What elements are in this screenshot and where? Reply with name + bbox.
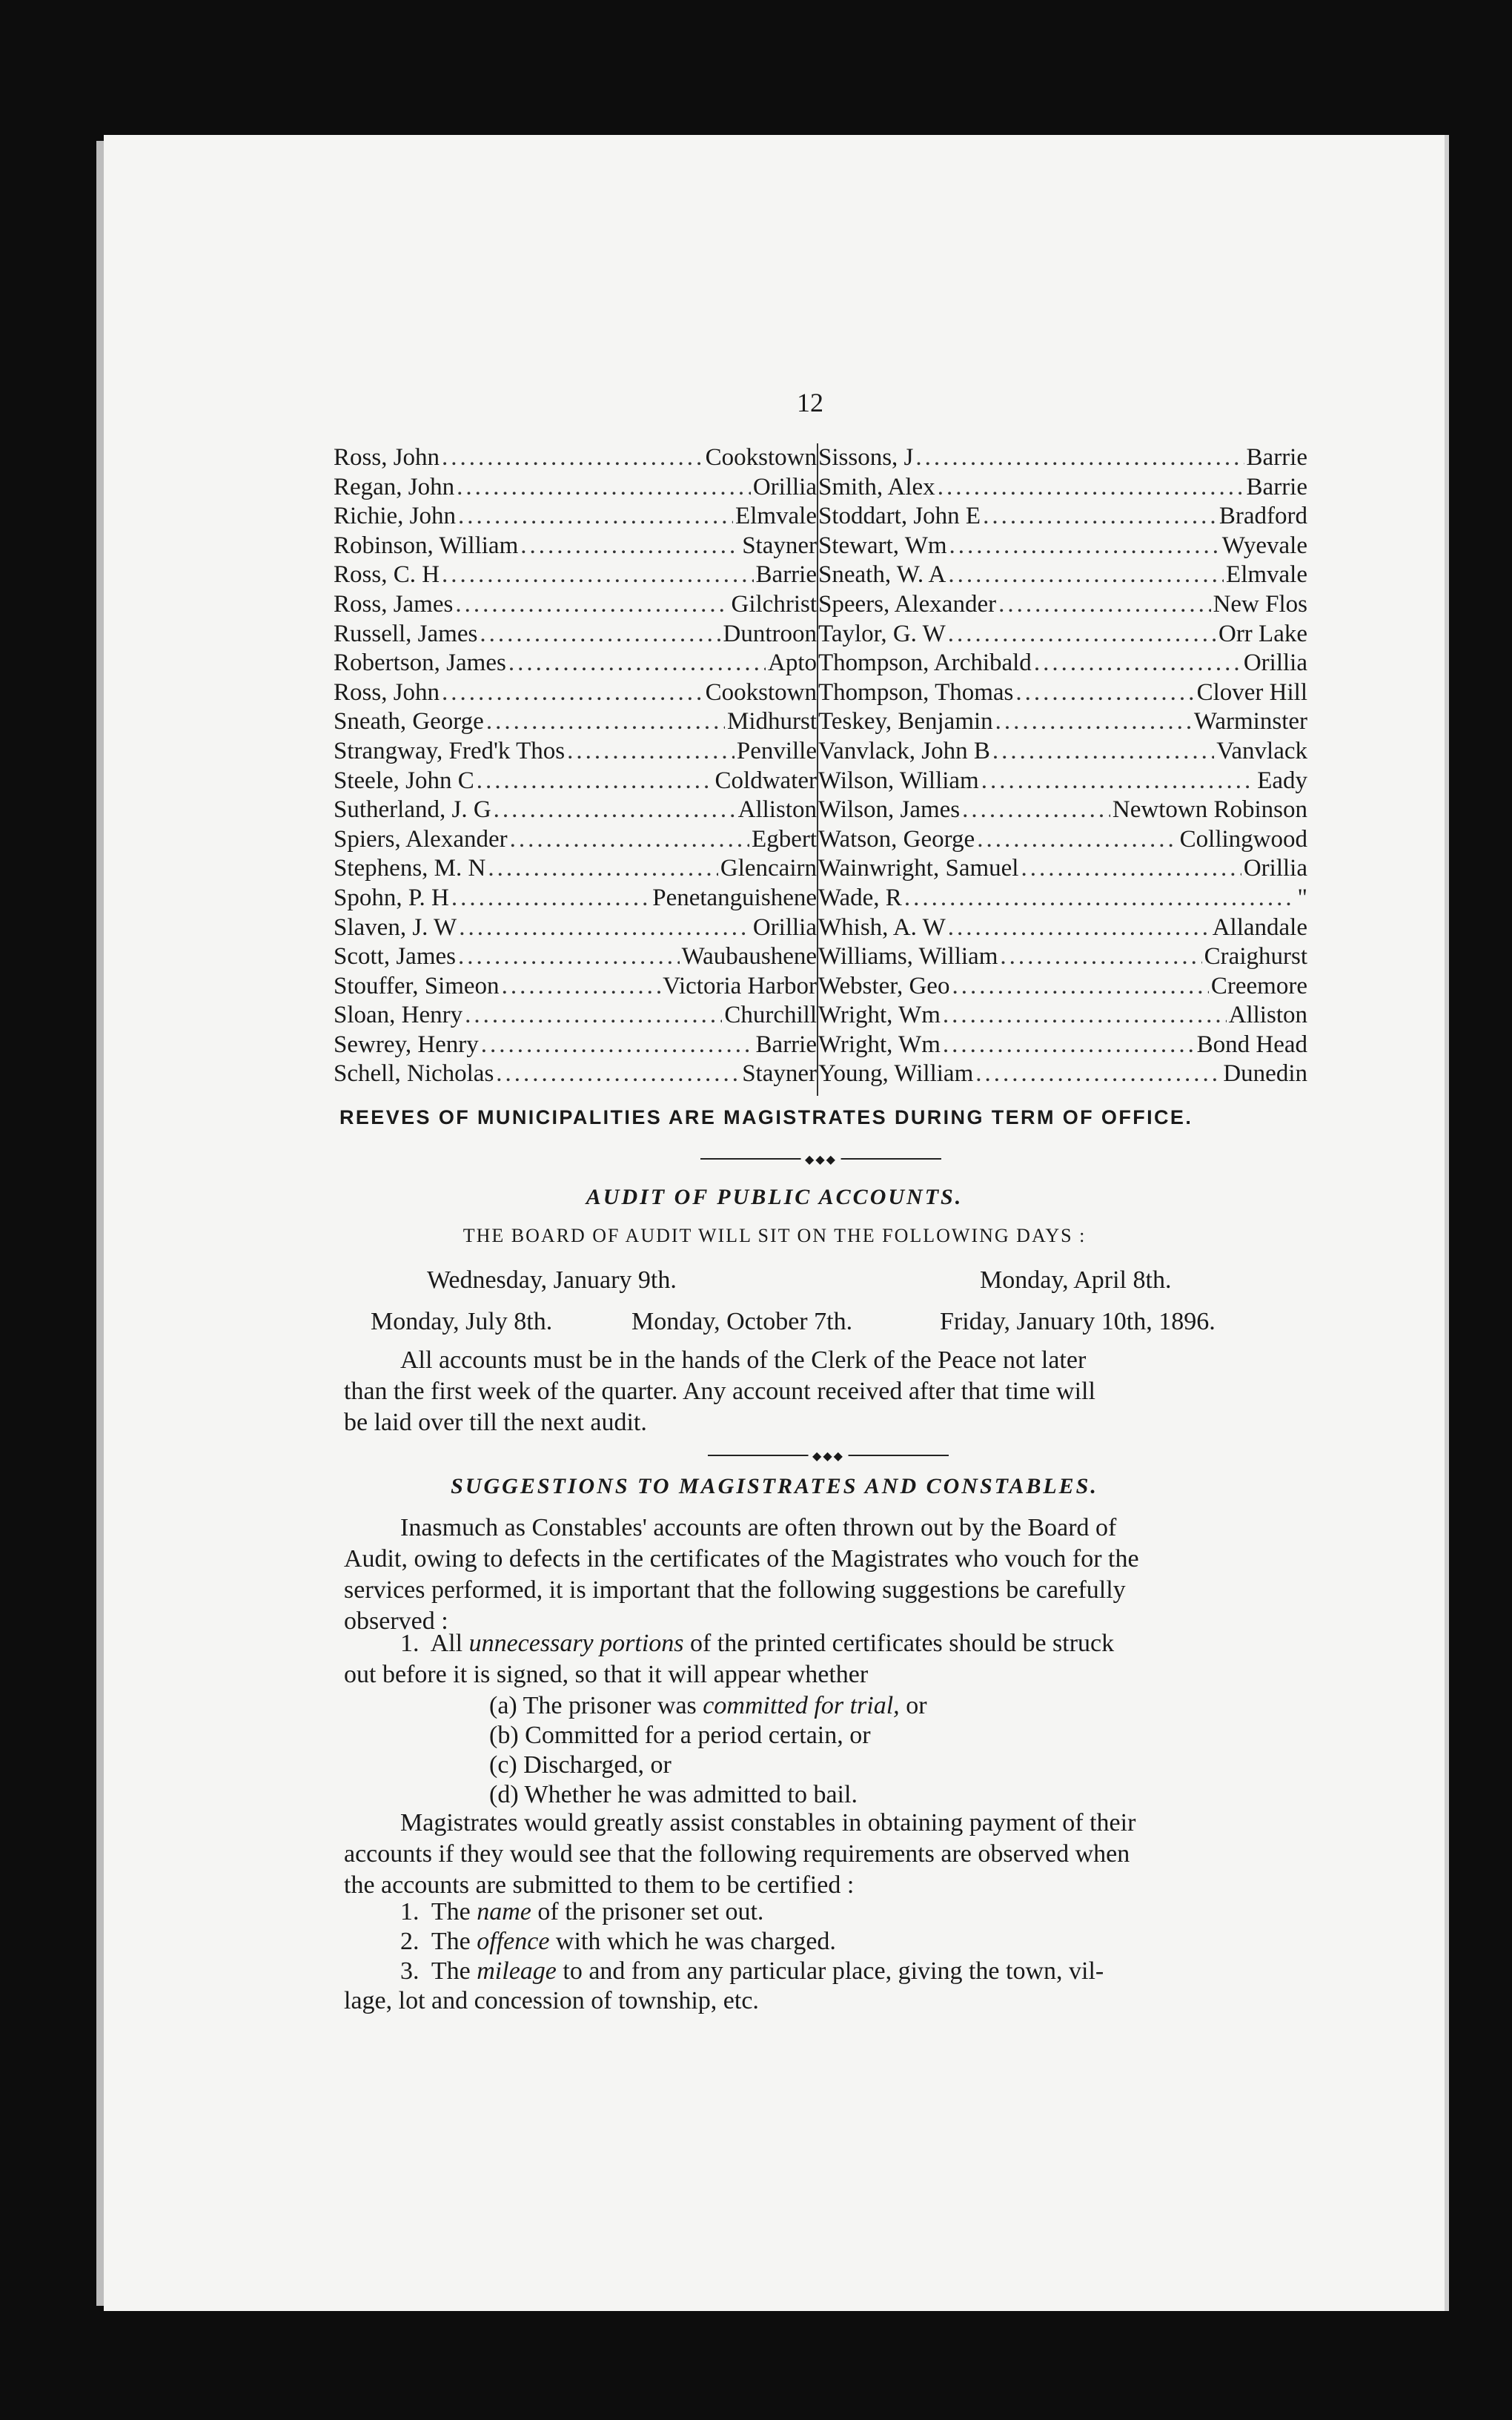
dot-leader [520, 532, 740, 561]
magistrate-entry [818, 1001, 1307, 1031]
magistrate-entry [818, 972, 1307, 1002]
req-1-post: of the prisoner set out. [531, 1898, 764, 1925]
dot-leader [1021, 854, 1241, 884]
magistrate-place: Barrie [1246, 444, 1307, 471]
audit-heading: AUDIT OF PUBLIC ACCOUNTS. [586, 1185, 964, 1209]
magistrate-place: Coldwater [714, 767, 817, 794]
magistrate-place: Orillia [1243, 855, 1307, 882]
magistrate-name: Sneath, George [334, 708, 484, 735]
magistrate-name: Sutherland, J. G [334, 796, 491, 824]
requirement-3-continued [344, 1986, 1319, 2017]
magistrate-entry [334, 590, 817, 620]
magistrate-place: Stayner [742, 532, 817, 559]
magistrate-name: Whish, A. W [818, 913, 946, 941]
magistrate-place: Dunedin [1223, 1060, 1307, 1088]
magistrate-place: Orillia [752, 473, 817, 500]
magistrate-entry [818, 561, 1307, 590]
audit-date-3: Monday, July 8th. [371, 1308, 553, 1335]
magistrate-place: Allandale [1212, 913, 1307, 941]
audit-para-line: be laid over till the next audit. [344, 1409, 647, 1436]
dot-leader [938, 473, 1244, 503]
dot-leader [943, 1031, 1195, 1060]
item-1-line-2: out before it is signed, so that it will appear whether [344, 1661, 869, 1688]
magistrate-entry [818, 678, 1307, 708]
dot-leader [457, 473, 751, 503]
req-3-emphasis: mileage [477, 1957, 557, 1985]
magistrate-name: Wilson, William [818, 767, 979, 794]
dot-leader [995, 707, 1192, 737]
sub-item-b [489, 1720, 871, 1751]
ornament-glyph: ◆◆◆ [808, 1449, 849, 1463]
magistrate-entry [818, 620, 1307, 649]
intro-line: Audit, owing to defects in the certificates of the Magistrates who vouch for the [344, 1545, 1139, 1573]
magistrate-entry [334, 854, 817, 884]
magistrate-name: Spohn, P. H [334, 884, 449, 911]
magistrate-entry [818, 443, 1307, 473]
sub-a-label: (a) [489, 1692, 517, 1719]
req-1-number: 1. [400, 1898, 420, 1925]
magistrate-entry [334, 1059, 817, 1089]
magistrate-place: Wyevale [1221, 532, 1307, 559]
mag-para-line: Magistrates would greatly assist constables in obtaining payment of their [400, 1809, 1136, 1837]
magistrate-place: Duntroon [723, 620, 817, 647]
magistrate-name: Thompson, Archibald [818, 649, 1032, 677]
magistrate-place: Warminster [1193, 708, 1307, 735]
magistrate-place: Midhurst [726, 708, 817, 735]
audit-date-2: Monday, April 8th. [980, 1266, 1172, 1294]
dot-leader [442, 443, 703, 473]
magistrates-list-right [818, 443, 1307, 1089]
magistrate-name: Ross, John [334, 444, 440, 471]
magistrate-name: Sewrey, Henry [334, 1031, 479, 1058]
magistrate-place: Barrie [755, 561, 817, 589]
magistrate-name: Thompson, Thomas [818, 678, 1014, 706]
magistrate-entry [334, 678, 817, 708]
magistrate-name: Robertson, James [334, 649, 506, 677]
magistrate-entry [818, 502, 1307, 532]
dot-leader [992, 737, 1214, 767]
dot-leader [948, 913, 1210, 943]
dot-leader [983, 502, 1217, 532]
magistrate-entry [818, 884, 1307, 913]
magistrate-entry [818, 737, 1307, 767]
dot-leader [458, 502, 733, 532]
requirement-2 [400, 1926, 836, 1957]
req-3-number: 3. [400, 1957, 420, 1985]
dot-leader [480, 620, 720, 649]
magistrate-name: Regan, John [334, 473, 455, 500]
audit-date-4: Monday, October 7th. [631, 1308, 853, 1335]
magistrate-place: Penville [736, 737, 817, 764]
magistrate-place: Orillia [1243, 649, 1307, 677]
item-1-post: of the printed certificates should be struck [683, 1630, 1115, 1657]
magistrate-entry [818, 649, 1307, 678]
ornament-divider [708, 1450, 949, 1461]
dot-leader [496, 1059, 740, 1089]
dot-leader [451, 884, 650, 913]
magistrate-place: Clover Hill [1196, 678, 1307, 706]
magistrate-entry [818, 590, 1307, 620]
magistrate-place: Orillia [752, 913, 817, 941]
magistrate-place: New Flos [1213, 590, 1307, 618]
magistrate-entry [334, 561, 817, 590]
dot-leader [510, 825, 749, 855]
dot-leader [567, 737, 735, 767]
magistrate-name: Ross, James [334, 590, 454, 618]
dot-leader [494, 796, 736, 825]
req-2-post: with which he was charged. [549, 1928, 836, 1955]
dot-leader [477, 767, 713, 796]
dot-leader [962, 796, 1110, 825]
dot-leader [915, 443, 1244, 473]
audit-para-line: All accounts must be in the hands of the Clerk of the Peace not later [400, 1346, 1087, 1374]
reeves-note: REEVES OF MUNICIPALITIES ARE MAGISTRATES DURING TERM OF OFFICE. [339, 1106, 1193, 1128]
magistrate-entry [818, 707, 1307, 737]
item-1-line [344, 1628, 1319, 1659]
magistrate-place: Alliston [737, 796, 817, 824]
audit-board-line: THE BOARD OF AUDIT WILL SIT ON THE FOLLOWING DAYS : [462, 1225, 1087, 1246]
magistrate-entry [334, 825, 817, 855]
dot-leader [948, 561, 1224, 590]
magistrate-place: Glencairn [720, 855, 817, 882]
item-1-number: 1. [400, 1630, 420, 1657]
audit-date-1: Wednesday, January 9th. [427, 1266, 677, 1294]
magistrate-name: Stewart, Wm [818, 532, 947, 559]
req-1-emphasis: name [477, 1898, 531, 1925]
magistrate-place: Churchill [724, 1002, 817, 1029]
magistrate-name: Stouffer, Simeon [334, 972, 500, 999]
magistrate-name: Ross, C. H [334, 561, 440, 589]
magistrate-name: Wilson, James [818, 796, 961, 824]
magistrate-place: Stayner [742, 1060, 817, 1088]
item-1-emphasis: unnecessary portions [468, 1630, 684, 1657]
magistrate-entry [818, 942, 1307, 972]
magistrate-name: Ross, John [334, 678, 440, 706]
magistrate-name: Slaven, J. W [334, 913, 457, 941]
dot-leader [459, 913, 751, 943]
dot-leader [981, 767, 1255, 796]
audit-paragraph [344, 1345, 1319, 1438]
magistrate-name: Vanvlack, John B [818, 737, 990, 764]
sub-b-text: Committed for a period certain, or [525, 1722, 871, 1749]
magistrate-name: Sloan, Henry [334, 1002, 463, 1029]
dot-leader [481, 1031, 754, 1060]
suggestions-heading: SUGGESTIONS TO MAGISTRATES AND CONSTABLES. [451, 1474, 1098, 1498]
magistrates-paragraph [344, 1808, 1319, 1901]
suggestion-item-1 [344, 1628, 1319, 1690]
magistrate-name: Young, William [818, 1060, 974, 1088]
magistrate-place: Craighurst [1204, 943, 1307, 971]
dot-leader [502, 972, 661, 1002]
magistrate-name: Teskey, Benjamin [818, 708, 993, 735]
req-3-post: to and from any particular place, giving the town, vil- [556, 1957, 1104, 1985]
req-3-line-2: lage, lot and concession of township, etc. [344, 1987, 759, 2014]
magistrate-entry [818, 854, 1307, 884]
dot-leader [508, 649, 766, 678]
magistrate-entry [334, 913, 817, 943]
magistrate-place: Bond Head [1196, 1031, 1307, 1058]
sub-d-text: Whether he was admitted to bail. [524, 1781, 858, 1808]
mag-para-line: the accounts are submitted to them to be certified : [344, 1871, 855, 1899]
sub-a-pre: The prisoner was [523, 1692, 703, 1719]
mag-para-line: accounts if they would see that the following requirements are observed when [344, 1840, 1130, 1868]
audit-para-line: than the first week of the quarter. Any account received after that time will [344, 1378, 1095, 1405]
dot-leader [952, 972, 1208, 1002]
sub-item-c [489, 1750, 672, 1781]
suggestions-intro [344, 1512, 1319, 1637]
magistrate-entry [818, 532, 1307, 561]
magistrate-entry [818, 1059, 1307, 1089]
magistrate-entry [818, 913, 1307, 943]
magistrate-entry [334, 473, 817, 503]
magistrate-place: Elmvale [1226, 561, 1307, 589]
dot-leader [442, 561, 754, 590]
dot-leader [949, 532, 1220, 561]
sub-c-text: Discharged, or [523, 1751, 672, 1779]
magistrate-name: Wainwright, Samuel [818, 855, 1019, 882]
requirement-3 [400, 1956, 1104, 1987]
magistrate-name: Williams, William [818, 943, 998, 971]
magistrate-place: Cookstown [705, 444, 817, 471]
req-1-pre: The [431, 1898, 477, 1925]
magistrate-place: Orr Lake [1218, 620, 1307, 647]
magistrate-name: Smith, Alex [818, 473, 935, 500]
magistrate-entry [334, 767, 817, 796]
sub-a-emphasis: committed for trial, [703, 1692, 900, 1719]
ornament-divider [700, 1154, 941, 1164]
dot-leader [1034, 649, 1241, 678]
magistrate-place: Eady [1257, 767, 1307, 794]
magistrate-place: Barrie [755, 1031, 817, 1058]
req-3-pre: The [431, 1957, 477, 1985]
magistrate-name: Wright, Wm [818, 1002, 941, 1029]
intro-line: Inasmuch as Constables' accounts are often thrown out by the Board of [400, 1514, 1117, 1541]
magistrate-name: Schell, Nicholas [334, 1060, 494, 1088]
magistrate-entry [818, 1031, 1307, 1060]
dot-leader [455, 590, 729, 620]
magistrate-entry [334, 796, 817, 825]
magistrate-place: Alliston [1228, 1002, 1307, 1029]
magistrate-place: Victoria Harbor [663, 972, 817, 999]
magistrate-entry [334, 737, 817, 767]
magistrate-name: Stoddart, John E [818, 503, 981, 530]
dot-leader [948, 620, 1216, 649]
magistrate-place: Gilchrist [731, 590, 817, 618]
magistrate-name: Sissons, J [818, 444, 914, 471]
dot-leader [1000, 942, 1201, 972]
magistrate-place: " [1297, 884, 1307, 911]
item-1-pre: All [430, 1630, 469, 1657]
magistrate-name: Strangway, Fred'k Thos [334, 737, 566, 764]
sub-a-post: or [899, 1692, 927, 1719]
magistrate-name: Webster, Geo [818, 972, 950, 999]
magistrate-entry [334, 972, 817, 1002]
dot-leader [904, 884, 1296, 913]
magistrate-place: Collingwood [1179, 825, 1307, 853]
sub-c-label: (c) [489, 1751, 517, 1779]
magistrate-entry [334, 707, 817, 737]
magistrate-name: Spiers, Alexander [334, 825, 508, 853]
magistrate-name: Scott, James [334, 943, 456, 971]
sub-item-d [489, 1779, 858, 1811]
magistrate-name: Taylor, G. W [818, 620, 946, 647]
magistrate-name: Steele, John C [334, 767, 474, 794]
page-number: 12 [797, 388, 823, 417]
magistrate-entry [818, 473, 1307, 503]
dot-leader [465, 1001, 722, 1031]
magistrate-entry [334, 443, 817, 473]
magistrate-place: Waubaushene [681, 943, 817, 971]
magistrate-entry [818, 825, 1307, 855]
sub-item-a [489, 1690, 927, 1722]
dot-leader [943, 1001, 1227, 1031]
magistrate-name: Wade, R [818, 884, 902, 911]
magistrate-place: Cookstown [705, 678, 817, 706]
magistrates-list-left [334, 443, 818, 1096]
magistrate-entry [334, 884, 817, 913]
magistrate-entry [334, 649, 817, 678]
sub-b-label: (b) [489, 1722, 519, 1749]
magistrate-place: Barrie [1246, 473, 1307, 500]
magistrate-entry [818, 767, 1307, 796]
magistrate-place: Apto [768, 649, 817, 677]
magistrate-entry [334, 620, 817, 649]
magistrate-place: Newtown Robinson [1112, 796, 1307, 824]
sub-d-label: (d) [489, 1781, 519, 1808]
magistrate-name: Sneath, W. A [818, 561, 946, 589]
intro-line: services performed, it is important that the following suggestions be carefully [344, 1576, 1126, 1604]
magistrate-place: Elmvale [735, 503, 817, 530]
magistrate-name: Richie, John [334, 503, 456, 530]
magistrate-entry [334, 1031, 817, 1060]
ornament-glyph: ◆◆◆ [800, 1152, 841, 1166]
magistrate-place: Bradford [1218, 503, 1307, 530]
magistrate-name: Speers, Alexander [818, 590, 997, 618]
magistrate-name: Russell, James [334, 620, 478, 647]
magistrate-place: Egbert [752, 825, 817, 853]
magistrate-name: Watson, George [818, 825, 975, 853]
dot-leader [977, 825, 1177, 855]
magistrate-name: Wright, Wm [818, 1031, 941, 1058]
magistrate-entry [334, 532, 817, 561]
req-2-emphasis: offence [477, 1928, 550, 1955]
magistrate-place: Vanvlack [1216, 737, 1307, 764]
intro-line: observed : [344, 1607, 448, 1635]
dot-leader [1015, 678, 1194, 708]
magistrate-entry [334, 502, 817, 532]
magistrate-entry [334, 942, 817, 972]
dot-leader [486, 707, 725, 737]
magistrate-name: Stephens, M. N [334, 855, 486, 882]
magistrate-entry [818, 796, 1307, 825]
dot-leader [998, 590, 1210, 620]
dot-leader [458, 942, 680, 972]
dot-leader [442, 678, 703, 708]
magistrate-name: Robinson, William [334, 532, 519, 559]
dot-leader [975, 1059, 1221, 1089]
requirement-1 [400, 1897, 763, 1928]
magistrate-place: Penetanguishene [652, 884, 817, 911]
magistrate-place: Creemore [1210, 972, 1307, 999]
req-2-number: 2. [400, 1928, 420, 1955]
dot-leader [488, 854, 718, 884]
magistrate-entry [334, 1001, 817, 1031]
req-2-pre: The [431, 1928, 477, 1955]
audit-date-5: Friday, January 10th, 1896. [940, 1308, 1216, 1335]
